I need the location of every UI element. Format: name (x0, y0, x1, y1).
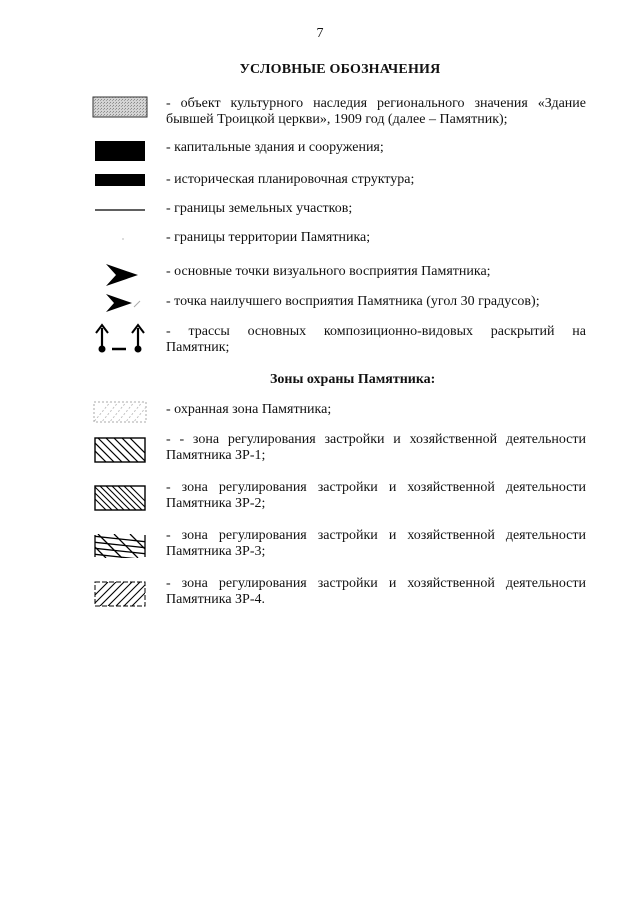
legend-item-text: - точка наилучшего восприятия Памятника (угол 30 градусов); (166, 294, 540, 309)
zone-item-text: - зона регулирования застройки и хозяйственной деятельности Памятника ЗР-4. (166, 576, 586, 607)
mixed-hatch-icon (92, 532, 148, 560)
zone-item-text: - охранная зона Памятника; (166, 402, 332, 417)
legend-item-text: - объект культурного наследия регионального значения «Здание бывшей Троицкой церкви», 1909 год (далее – Памятник); (166, 96, 586, 127)
legend-item-text: - границы территории Памятника; (166, 230, 371, 245)
zones-title: Зоны охраны Памятника: (270, 372, 436, 387)
light-hatch-icon (92, 400, 148, 424)
legend-title: УСЛОВНЫЕ ОБОЗНАЧЕНИЯ (239, 62, 441, 77)
backslash-hatch-dense-icon (92, 484, 148, 512)
legend-item-text: - границы земельных участков; (166, 201, 353, 216)
zone-item-text: - - зона регулирования застройки и хозяйственной деятельности Памятника ЗР-1; (166, 432, 586, 463)
blank-icon (92, 230, 148, 246)
forward-hatch-icon (92, 580, 148, 608)
zone-item-text: - зона регулирования застройки и хозяйственной деятельности Памятника ЗР-3; (166, 528, 586, 559)
chevron-arrow-small-icon (104, 292, 148, 314)
thick-black-bar-icon (92, 172, 148, 188)
solid-black-rectangle-icon (92, 140, 148, 162)
legend-item-text: - основные точки визуального восприятия Памятника; (166, 264, 491, 279)
legend-item-text: - историческая планировочная структура; (166, 172, 415, 187)
stippled-gray-rectangle-icon (92, 96, 148, 118)
legend-item-text: - капитальные здания и сооружения; (166, 140, 384, 155)
legend-item-text: - трассы основных композиционно-видовых раскрытий на Памятник; (166, 324, 586, 355)
thin-line-icon (92, 201, 148, 217)
view-corridor-icon (92, 322, 152, 356)
zone-item-text: - зона регулирования застройки и хозяйственной деятельности Памятника ЗР-2; (166, 480, 586, 511)
chevron-arrow-icon (104, 262, 144, 288)
backslash-hatch-icon (92, 436, 148, 464)
page-number: 7 (316, 26, 324, 41)
